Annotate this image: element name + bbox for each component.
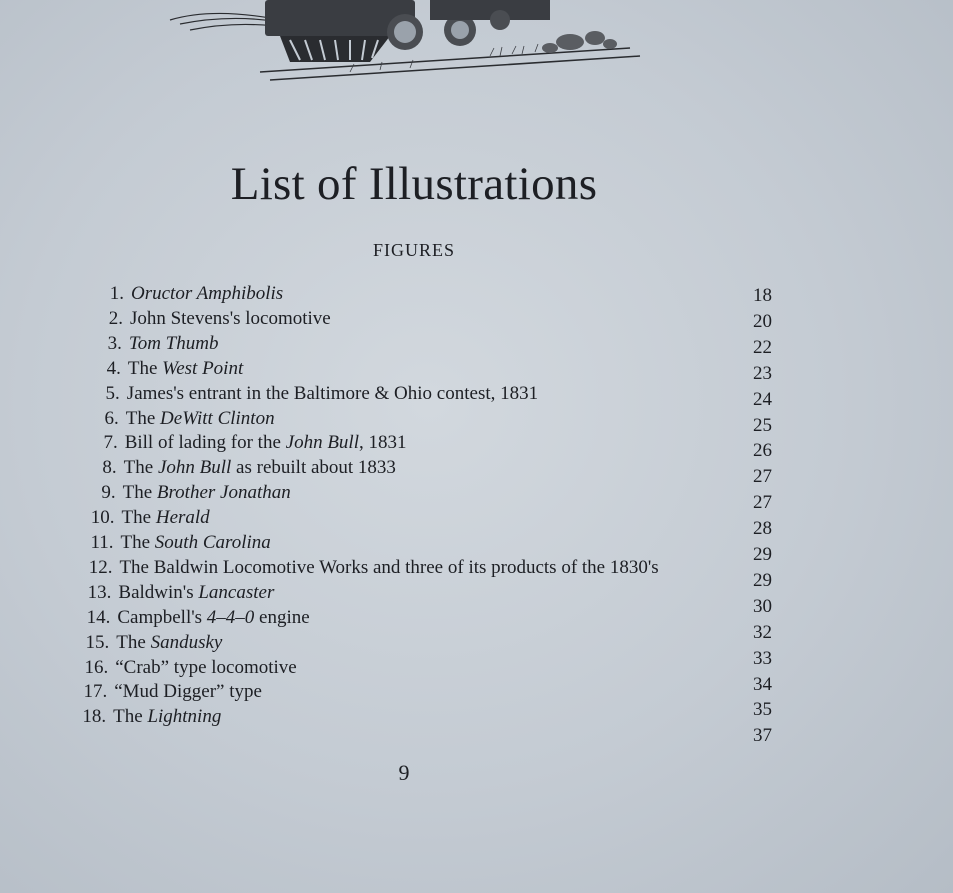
- figure-entry: [68, 382, 538, 406]
- figure-title: Oructor Amphibolis: [131, 283, 284, 304]
- figure-title: Baldwin's Lancaster: [118, 581, 275, 603]
- figure-entry: [67, 407, 275, 431]
- figure-entry: [54, 705, 221, 729]
- figure-entry: [66, 431, 407, 455]
- figure-page-number: 33: [753, 647, 772, 669]
- figure-page-number: 28: [753, 518, 772, 540]
- figure-entry: [55, 680, 262, 704]
- figure-number: 5.: [105, 382, 120, 404]
- figure-entry: [63, 506, 210, 530]
- figure-page-number: 32: [753, 621, 772, 643]
- figure-page-number: 29: [753, 544, 772, 565]
- figure-number: 9.: [101, 482, 116, 504]
- figure-page-number: 22: [753, 336, 772, 358]
- figure-number: 16.: [84, 656, 109, 678]
- figure-title: The Sandusky: [116, 631, 223, 653]
- figure-number: 2.: [108, 307, 123, 329]
- figure-number: 14.: [86, 606, 111, 628]
- figure-page-number: 34: [753, 673, 772, 695]
- figure-entry: [71, 307, 331, 331]
- figure-title: Bill of lading for the John Bull, 1831: [124, 432, 407, 454]
- figure-page-number: 35: [753, 699, 772, 721]
- figure-page-number: 24: [753, 388, 772, 410]
- figure-entry: [62, 531, 271, 555]
- figure-title: Campbell's 4–4–0 engine: [117, 606, 310, 628]
- page-title: List of Illustrations: [230, 158, 598, 211]
- figure-page-number: 37: [753, 725, 772, 747]
- figure-entry: [60, 556, 658, 580]
- figure-number: 1.: [109, 283, 124, 304]
- figure-number: 13.: [87, 581, 112, 603]
- figure-entry: [72, 282, 283, 306]
- figure-title: “Crab” type locomotive: [115, 656, 297, 678]
- figure-number: 6.: [104, 407, 119, 429]
- figure-number: 4.: [106, 357, 121, 379]
- figure-title: The Baldwin Locomotive Works and three of its products of the 1830's: [119, 556, 659, 578]
- figure-entry: [59, 581, 274, 605]
- figure-title: John Stevens's locomotive: [129, 307, 331, 329]
- figure-title: The Brother Jonathan: [122, 482, 291, 504]
- figure-page-number: 26: [753, 440, 772, 462]
- figure-title: The John Bull as rebuilt about 1833: [123, 457, 396, 479]
- figure-number: 3.: [107, 332, 122, 354]
- figure-page-number: 30: [753, 595, 772, 617]
- figure-title: The West Point: [127, 357, 244, 379]
- figure-page-number: 25: [753, 414, 772, 436]
- figure-page-number: 20: [753, 310, 772, 332]
- figure-number: 18.: [82, 706, 107, 728]
- figure-number: 11.: [90, 532, 114, 553]
- figure-number: 8.: [102, 457, 117, 479]
- figure-page-number: 27: [753, 492, 772, 514]
- figure-number: 7.: [103, 432, 118, 454]
- figure-number: 17.: [83, 681, 108, 703]
- locomotive-engraving: [150, 0, 650, 95]
- figure-title: The Herald: [121, 507, 210, 529]
- figure-title: James's entrant in the Baltimore & Ohio contest, 1831: [126, 382, 539, 404]
- figure-entry: [58, 606, 309, 630]
- figure-title: The South Carolina: [120, 532, 271, 553]
- figure-page-number: 29: [753, 569, 772, 591]
- figure-number: 15.: [85, 631, 110, 653]
- figure-title: Tom Thumb: [128, 332, 219, 354]
- figure-title: The DeWitt Clinton: [125, 407, 275, 429]
- figure-entry: [69, 357, 243, 381]
- figure-number: 10.: [90, 507, 115, 529]
- figure-entry: [64, 481, 291, 505]
- figure-page-number: 18: [753, 285, 772, 306]
- figure-entry: [56, 656, 297, 680]
- figure-page-number: 23: [753, 362, 772, 384]
- figure-title: The Lightning: [113, 706, 222, 728]
- section-heading: FIGURES: [372, 240, 455, 260]
- figure-entry: [65, 456, 396, 480]
- figure-page-number: 27: [753, 466, 772, 488]
- figure-title: “Mud Digger” type: [114, 681, 262, 703]
- figure-entry: [70, 332, 219, 356]
- figure-number: 12.: [88, 556, 113, 578]
- folio-page-number: 9: [398, 760, 410, 785]
- figure-entry: [57, 631, 222, 655]
